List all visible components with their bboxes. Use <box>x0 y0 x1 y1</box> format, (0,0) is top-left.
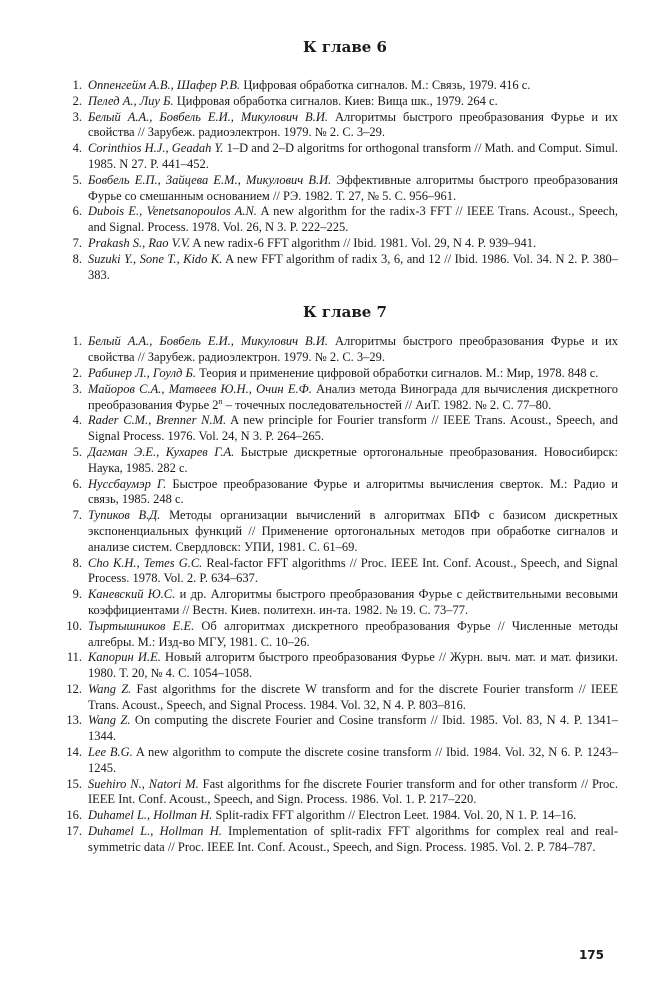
reference-item <box>62 252 618 284</box>
chapter-6-references <box>62 78 618 283</box>
reference-text-continued: – точечных последовательностей // АиТ. 1982. № 2. С. 77–80. <box>222 397 552 412</box>
reference-item <box>62 110 618 142</box>
reference-authors: Тупиков В.Д. <box>88 508 161 523</box>
reference-authors: Бовбель Е.П., Зайцева Е.М., Микулович В.И. <box>88 172 332 187</box>
reference-item <box>62 745 618 777</box>
reference-item <box>62 445 618 477</box>
reference-item <box>62 78 618 94</box>
reference-authors: Капорин И.Е. <box>88 650 161 665</box>
reference-number: 14. <box>66 745 82 760</box>
bibliography-page <box>62 38 618 856</box>
reference-number: 2. <box>72 365 82 380</box>
reference-number: 9. <box>72 587 82 602</box>
reference-text: Алгоритмы быстрого преобразования Фурье и их свойства // Зарубеж. радиоэлектрон. 1979. № 2. С. 3–29. <box>88 334 618 365</box>
reference-text: Цифровая обработка сигналов. Киев: Вища шк., 1979. 264 с. <box>173 93 498 108</box>
reference-text: 1–D and 2–D algoritms for orthogonal transform // Math. and Comput. Simul. 1985. N 27. P. 441–452. <box>88 141 618 171</box>
reference-number: 1. <box>72 78 82 92</box>
reference-number: 11. <box>66 650 82 665</box>
reference-authors: Белый А.А., Бовбель Е.И., Микулович В.И. <box>88 334 328 349</box>
reference-number: 1. <box>72 334 82 349</box>
reference-item <box>62 477 618 509</box>
reference-text: Новый алгоритм быстрого преобразования Фурье // Журн. выч. мат. и мат. физики. 1980. Т. 20, № 4. С. 1054–1058. <box>88 650 618 681</box>
reference-authors: Оппенгейм А.В., Шафер Р.В. <box>88 78 241 92</box>
reference-text: Fast algorithms for fhe discrete Fourier transform and for other transform // Proc. IEEE Int. Conf. Acoust., Speech, and Sign. Process. 1986. Vol. 1. P. 217–220. <box>88 776 618 807</box>
reference-number: 3. <box>72 381 82 396</box>
reference-authors: Duhamel L., Hollman H. <box>88 824 222 839</box>
reference-item <box>62 587 618 619</box>
reference-text: A new algorithm to compute the discrete cosine transform // Ibid. 1984. Vol. 32, N 6. P. 1243–1245. <box>88 745 618 775</box>
reference-authors: Рабинер Л., Гоулд Б. <box>88 365 196 380</box>
reference-item <box>62 556 618 588</box>
reference-item <box>62 619 618 651</box>
reference-text: Цифровая обработка сигналов. М.: Связь, 1979. 416 с. <box>240 78 531 92</box>
reference-item <box>62 366 618 382</box>
reference-item <box>62 808 618 824</box>
reference-number: 5. <box>72 444 82 459</box>
reference-authors: Rader C.M., Brenner N.M. <box>88 413 227 428</box>
reference-item <box>62 236 618 252</box>
reference-item <box>62 141 618 173</box>
reference-authors: Suehiro N., Natori M. <box>88 776 199 791</box>
reference-authors: Дагман Э.Е., Кухарев Г.А. <box>88 444 235 459</box>
reference-number: 8. <box>72 251 82 266</box>
reference-authors: Белый А.А., Бовбель Е.И., Микулович В.И. <box>88 109 328 124</box>
reference-authors: Пелед А., Лиу Б. <box>88 93 174 108</box>
reference-authors: Wang Z. <box>88 681 132 696</box>
reference-authors: Wang Z. <box>88 713 131 728</box>
reference-text: A new FFT algorithm of radix 3, 6, and 12 // Ibid. 1986. Vol. 34. N 2. P. 380–383. <box>88 251 618 282</box>
reference-text: Об алгоритмах дискретного преобразования Фурье // Численные методы алгебры. М.: Изд-во МГУ, 1981. С. 10–26. <box>88 618 618 649</box>
reference-text: Методы организации вычислений в алгоритмах БПФ с базисом дискретных экспоненциальных функций // Применение ортогональных методов при обработке сигналов и анализе систем. Свердловск: УПИ, 1981. С. 61–69. <box>88 508 618 554</box>
reference-text: Алгоритмы быстрого преобразования Фурье и их свойства // Зарубеж. радиоэлектрон. 1979. № 2. С. 3–29. <box>88 109 618 140</box>
reference-text: Real-factor FFT algorithms // Proc. IEEE Int. Conf. Acoust., Speech, and Signal Process. 1978. Vol. 2. P. 634–637. <box>88 555 618 586</box>
reference-text: A new radix-6 FFT algorithm // Ibid. 1981. Vol. 29, N 4. P. 939–941. <box>189 235 537 250</box>
chapter-6-heading: К главе 6 <box>303 38 387 56</box>
reference-authors: Нуссбаумэр Г. <box>88 476 167 491</box>
reference-text: Теория и применение цифровой обработки сигналов. М.: Мир, 1978. 848 с. <box>195 365 599 380</box>
reference-item <box>62 94 618 110</box>
reference-number: 17. <box>66 824 82 839</box>
chapter-7-references <box>62 334 618 855</box>
reference-number: 15. <box>66 776 82 791</box>
reference-item <box>62 334 618 366</box>
reference-authors: Prakash S., Rao V.V. <box>88 235 190 250</box>
reference-text: Анализ метода Винограда для вычисления дискретного преобразования Фурье 2 <box>88 381 619 412</box>
reference-authors: Corinthios H.J., Geadah Y. <box>88 141 224 156</box>
reference-number: 3. <box>72 109 82 124</box>
reference-text: Быстрое преобразование Фурье и алгоритмы вычисления сверток. М.: Радио и связь, 1985. 248 с. <box>88 476 618 507</box>
reference-number: 4. <box>72 413 82 428</box>
page-number: 175 <box>578 948 604 962</box>
chapter-7-heading: К главе 7 <box>303 303 387 322</box>
reference-text: и др. Алгоритмы быстрого преобразования Фурье с действительными весовыми коэффициентами // Вестн. Киев. политехн. ин-та. 1982. № 19. С. 73–77. <box>88 587 618 617</box>
reference-number: 12. <box>66 681 82 696</box>
reference-text: A new algorithm for the radix-3 FFT // IEEE Trans. Acoust., Speech, and Signal. Process. 1978. Vol. 26, N 3. P. 222–225. <box>88 204 618 235</box>
reference-number: 2. <box>72 93 82 108</box>
reference-number: 10. <box>66 618 82 633</box>
reference-item <box>62 173 618 205</box>
reference-number: 5. <box>72 172 82 187</box>
reference-text: Implementation of split-radix FFT algorithms for complex real and real-symmetric data // Proc. IEEE Int. Conf. Acoust., Speech, and Sign. Process. 1985. Vol. 2. P. 784–787. <box>88 824 618 854</box>
reference-text: Эффективные алгоритмы быстрого преобразования Фурье со смешанным основанием // РЭ. 1982. Т. 27, № 5. С. 956–961. <box>88 172 618 203</box>
reference-text: Быстрые дискретные ортогональные преобразования. Новосибирск: Наука, 1985. 282 с. <box>88 444 618 475</box>
reference-number: 4. <box>72 141 82 156</box>
reference-text: Split-radix FFT algorithm // Electron Leet. 1984. Vol. 20, N 1. P. 14–16. <box>212 808 577 823</box>
reference-number: 16. <box>66 808 82 823</box>
reference-number: 8. <box>72 555 82 570</box>
reference-authors: Suzuki Y., Sone T., Kido K. <box>88 251 223 266</box>
reference-number: 7. <box>72 508 82 523</box>
reference-authors: Майоров С.А., Матвеев Ю.Н., Очин Е.Ф. <box>88 381 312 396</box>
reference-superscript: n <box>218 396 223 406</box>
reference-authors: Dubois E., Venetsanopoulos A.N. <box>88 204 257 219</box>
reference-item <box>62 650 618 682</box>
reference-text: Fast algorithms for the discrete W transform and for the discrete Fourier transform // IEEE Trans. Acoust., Speech, and Signal Process. 1984. Vol. 32, N 4. P. 803–816. <box>88 681 618 712</box>
reference-item <box>62 382 618 414</box>
reference-number: 13. <box>66 713 82 728</box>
reference-item <box>62 413 618 445</box>
reference-authors: Тыртышников Е.Е. <box>88 618 195 633</box>
reference-item <box>62 824 618 856</box>
reference-number: 6. <box>72 476 82 491</box>
reference-item <box>62 682 618 714</box>
reference-authors: Каневский Ю.С. <box>88 587 176 602</box>
reference-item <box>62 713 618 745</box>
reference-text: A new principle for Fourier transform // IEEE Trans. Acoust., Speech, and Signal Process. 1976. Vol. 24, N 3. P. 264–265. <box>88 413 618 444</box>
reference-item <box>62 508 618 555</box>
reference-authors: Lee B.G. <box>88 745 133 760</box>
reference-authors: Cho K.H., Temes G.C. <box>88 555 203 570</box>
reference-number: 6. <box>72 204 82 219</box>
reference-item <box>62 777 618 809</box>
reference-number: 7. <box>72 235 82 250</box>
reference-text: On computing the discrete Fourier and Cosine transform // Ibid. 1985. Vol. 83, N 4. P. 1341–1344. <box>88 713 619 744</box>
reference-authors: Duhamel L., Hollman H. <box>88 808 213 823</box>
reference-item <box>62 204 618 236</box>
